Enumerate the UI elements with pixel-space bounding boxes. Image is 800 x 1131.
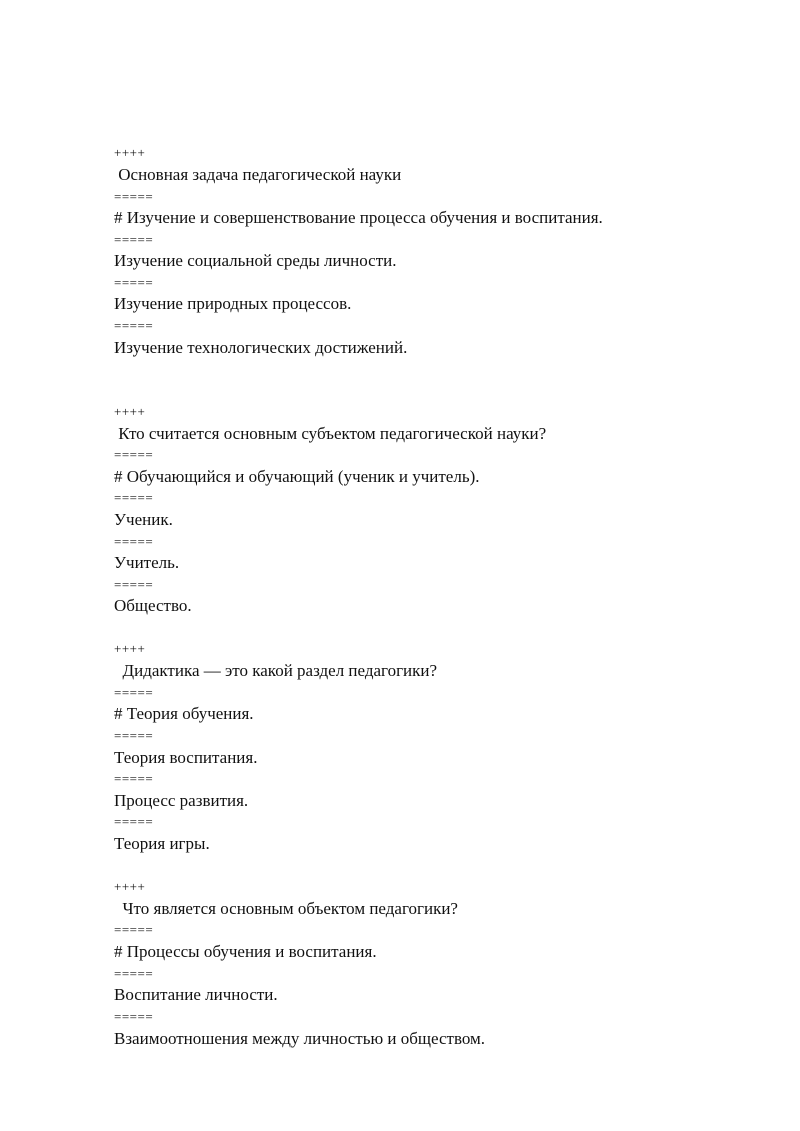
- answer-option: Теория игры.: [114, 834, 210, 853]
- question-marker: ++++: [114, 641, 146, 656]
- question-marker: ++++: [114, 404, 146, 419]
- answer-separator: =====: [114, 771, 154, 786]
- answer-separator: =====: [114, 275, 154, 290]
- answer-separator: =====: [114, 447, 154, 462]
- answer-separator: =====: [114, 966, 154, 981]
- answer-option: Изучение социальной среды личности.: [114, 251, 397, 270]
- answer-separator: =====: [114, 534, 154, 549]
- answer-separator: =====: [114, 232, 154, 247]
- answer-separator: =====: [114, 728, 154, 743]
- answer-option: Учитель.: [114, 553, 180, 572]
- answer-separator: =====: [114, 577, 154, 592]
- answer-option: Изучение природных процессов.: [114, 294, 352, 313]
- answer-separator: =====: [114, 685, 154, 700]
- answer-option: Изучение технологических достижений.: [114, 338, 408, 357]
- answer-separator: =====: [114, 1009, 154, 1024]
- answer-option: Ученик.: [114, 510, 173, 529]
- question-text: Основная задача педагогической науки: [114, 165, 402, 184]
- question-marker: ++++: [114, 879, 146, 894]
- question-marker: ++++: [114, 145, 146, 160]
- answer-option-correct: # Обучающийся и обучающий (ученик и учитель).: [114, 467, 480, 486]
- answer-option: Общество.: [114, 596, 192, 615]
- answer-separator: =====: [114, 922, 154, 937]
- answer-option: Процесс развития.: [114, 791, 249, 810]
- answer-option-correct: # Теория обучения.: [114, 704, 254, 723]
- answer-option-correct: # Изучение и совершенствование процесса обучения и воспитания.: [114, 208, 603, 227]
- question-text: Что является основным объектом педагогики?: [114, 899, 458, 918]
- answer-separator: =====: [114, 814, 154, 829]
- answer-option-correct: # Процессы обучения и воспитания.: [114, 942, 377, 961]
- question-text: Кто считается основным субъектом педагогической науки?: [114, 424, 547, 443]
- answer-option: Воспитание личности.: [114, 985, 278, 1004]
- answer-separator: =====: [114, 189, 154, 204]
- answer-separator: =====: [114, 490, 154, 505]
- answer-option: Взаимоотношения между личностью и обществом.: [114, 1029, 486, 1048]
- question-text: Дидактика — это какой раздел педагогики?: [114, 661, 438, 680]
- answer-option: Теория воспитания.: [114, 748, 258, 767]
- answer-separator: =====: [114, 318, 154, 333]
